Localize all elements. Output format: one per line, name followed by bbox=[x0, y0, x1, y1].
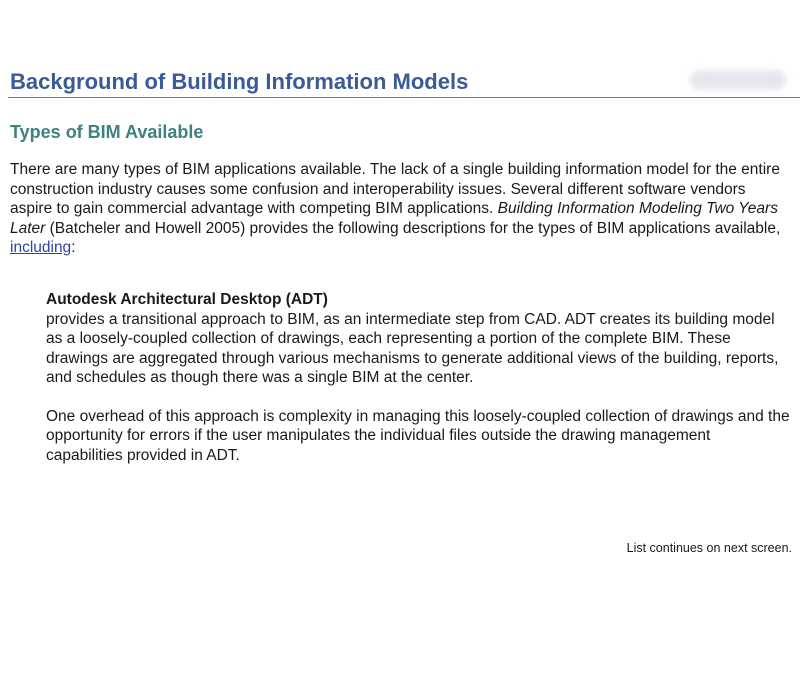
blurred-header-badge bbox=[690, 70, 786, 90]
continue-note: List continues on next screen. bbox=[626, 541, 792, 555]
entry-description: provides a transitional approach to BIM, as an intermediate step from CAD. ADT creates its building model as a loosely-coupled collection of drawings, each representing a portion of the complete BIM. These drawings are aggregated through various mechanisms to generate additional views of the building, reports, and schedules as though there was a single BIM at the center. bbox=[46, 310, 779, 386]
page-header bbox=[0, 62, 800, 100]
entry-title: Autodesk Architectural Desktop (ADT) bbox=[46, 291, 328, 308]
including-link[interactable]: including bbox=[10, 239, 72, 256]
entry-drawback: One overhead of this approach is complexity in managing this loosely-coupled collection of drawings and the opportunity for errors if the user manipulates the individual files outside the drawing management capabilities provided in ADT. bbox=[46, 407, 790, 464]
citation-title: Building Information Modeling Two Years Later bbox=[10, 200, 778, 237]
page-title: Background of Building Information Models bbox=[10, 69, 469, 94]
intro-text-continued: (Batcheler and Howell 2005) provides the following descriptions for the types of BIM applications available, bbox=[45, 219, 781, 237]
paragraph-spacer bbox=[46, 388, 791, 407]
bim-entry-adt bbox=[46, 290, 791, 465]
intro-text-end: : bbox=[71, 239, 76, 256]
intro-paragraph bbox=[10, 160, 790, 258]
intro-text: There are many types of BIM applications available. The lack of a single building information model for the entire construction industry causes some confusion and interoperability issues. Several different software vendors aspire to gain commercial advantage with competing BIM applications. bbox=[10, 161, 780, 217]
section-title: Types of BIM Available bbox=[10, 122, 204, 142]
header-divider bbox=[8, 97, 800, 98]
